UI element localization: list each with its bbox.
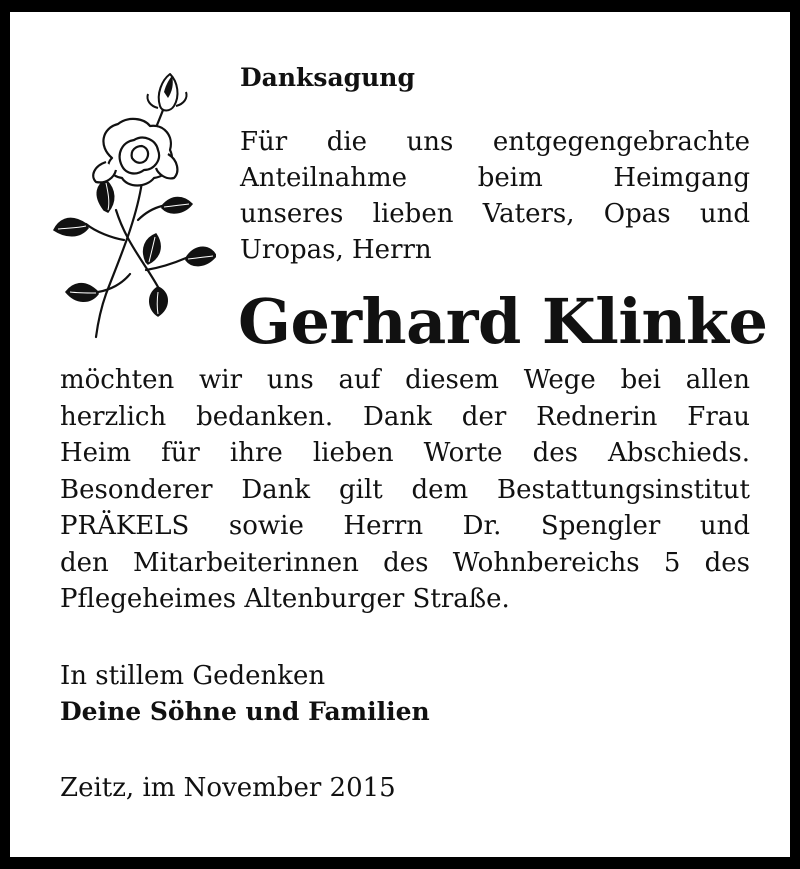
intro-line: Uropas, Herrn xyxy=(240,235,432,265)
intro-text xyxy=(240,124,750,268)
body-line: den Mitarbeiterinnen des Wohnbereichs 5 des xyxy=(60,547,750,578)
body-line: Besonderer Dank gilt dem Bestattungsinstitut xyxy=(60,474,750,505)
signature: Deine Söhne und Familien xyxy=(60,697,430,726)
body-line: herzlich bedanken. Dank der Rednerin Frau xyxy=(60,401,750,432)
place-date: Zeitz, im November 2015 xyxy=(60,773,396,803)
intro-line: Anteilnahme beim Heimgang xyxy=(240,163,750,193)
body-text xyxy=(60,362,750,618)
closing-line: In stillem Gedenken xyxy=(60,661,326,691)
intro-line: Für die uns entgegengebrachte xyxy=(240,127,750,157)
body-line: Heim für ihre lieben Worte des Abschieds. xyxy=(60,438,750,468)
notice-heading: Danksagung xyxy=(240,63,415,92)
rose-icon xyxy=(46,62,216,342)
closing-block xyxy=(60,658,430,730)
intro-line: unseres lieben Vaters, Opas und xyxy=(240,199,750,229)
body-line: Pflegeheimes Altenburger Straße. xyxy=(60,584,510,614)
body-line: PRÄKELS sowie Herrn Dr. Spengler und xyxy=(60,511,750,541)
body-line: möchten wir uns auf diesem Wege bei allen xyxy=(60,365,750,395)
deceased-name: Gerhard Klinke xyxy=(238,285,768,358)
